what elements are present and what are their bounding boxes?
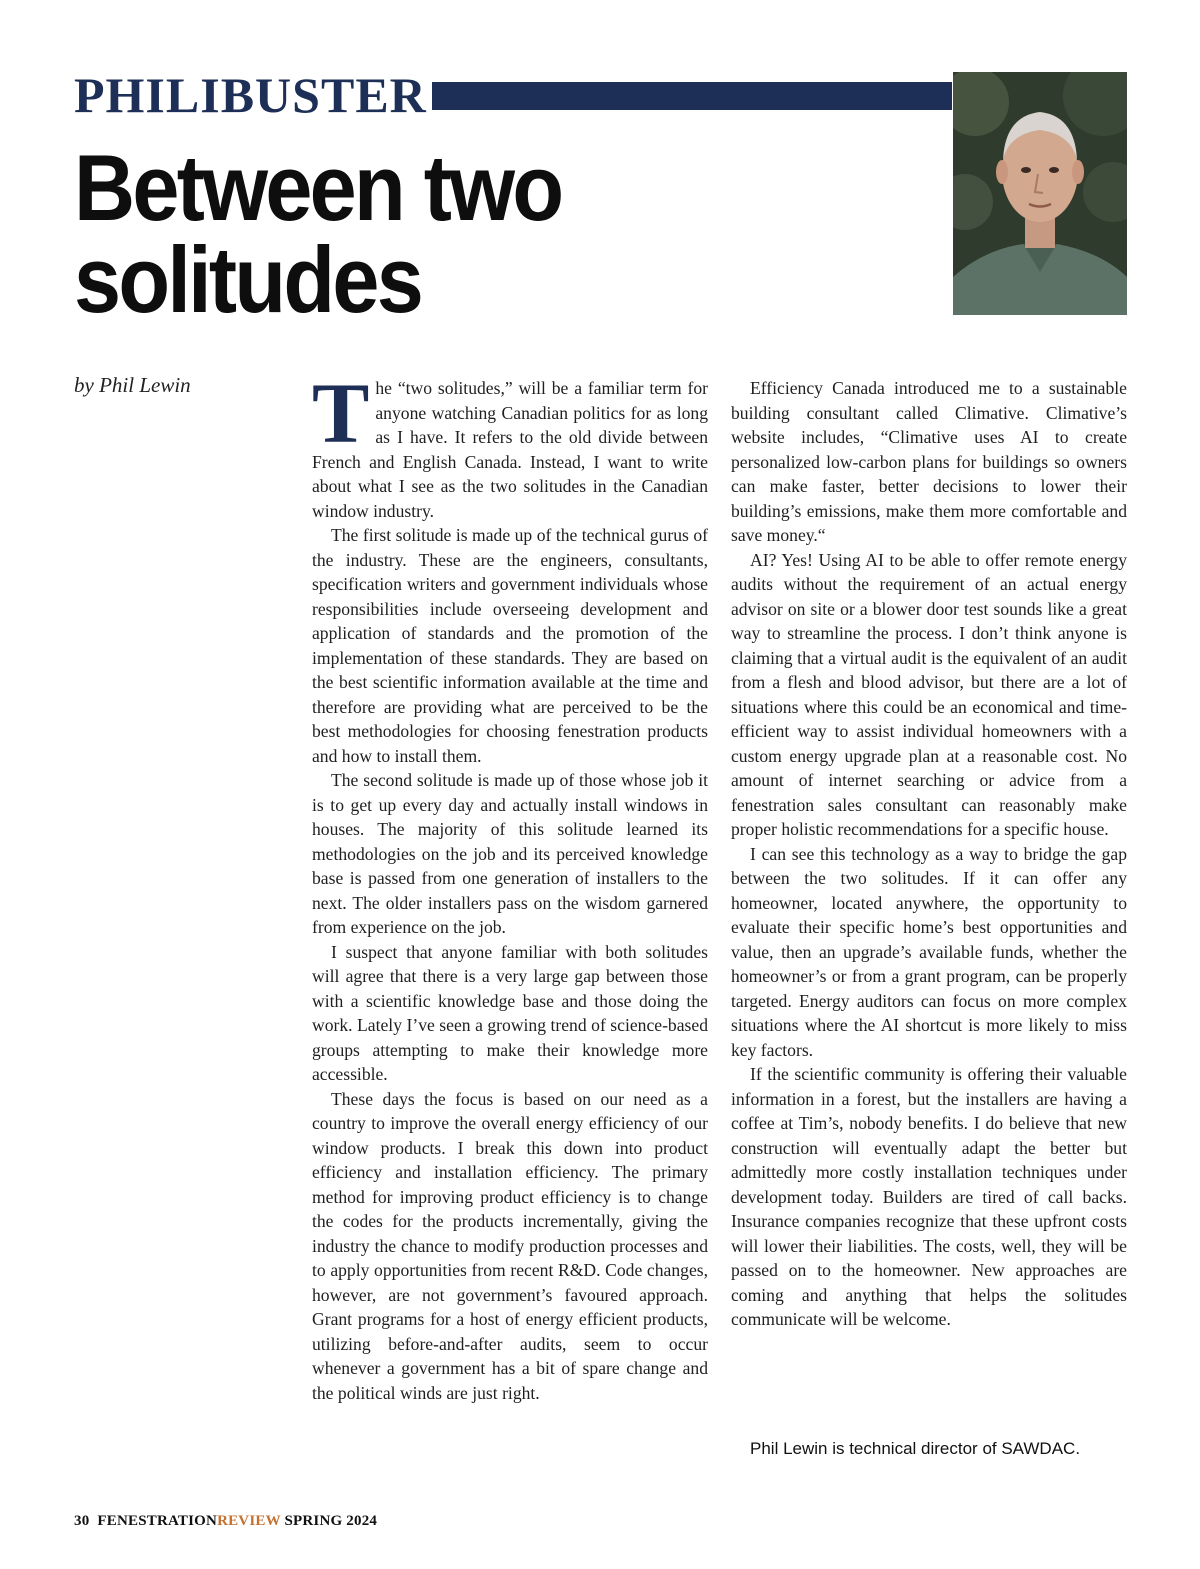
drop-cap: T	[312, 365, 370, 461]
paragraph: The first solitude is made up of the technical gurus of the industry. These are the engineers, consultants, specification writers and government individuals whose responsibilities include overseeing development and application of standards and the promotion of the implementation of these standards. They are based on the best scientific information available at the time and therefore are providing what are perceived to be the best methodologies for choosing fenestration products and how to install them.	[312, 525, 708, 766]
article-column-1	[312, 365, 708, 1405]
paragraph: If the scientific community is offering their valuable information in a forest, but the installers are having a coffee at Tim’s, nobody benefits. I do believe that new construction will eventually adapt the better but admittedly more costly installation techniques under development today. Builders are tired of call backs. Insurance companies recognize that these upfront costs will lower their liabilities. The costs, well, they will be passed on to the homeowner. New approaches are coming and anything that helps the solitudes communicate will be welcome.	[731, 1064, 1127, 1329]
paragraph: AI? Yes! Using AI to be able to offer remote energy audits without the requirement of an actual energy advisor on site or a blower door test sounds like a great way to streamline the process. I don’t think anyone is claiming that a virtual audit is the equivalent of an audit from a flesh and blood advisor, but there are a lot of situations where this could be an economical and time-efficient way to assist individual homeowners with a custom energy upgrade plan at a reasonable cost. No amount of internet searching or advice from a fenestration sales consultant can reasonably make proper holistic recommendations for a specific house.	[731, 549, 1127, 839]
headline-line-2: solitudes	[74, 227, 422, 332]
paragraph: I suspect that anyone familiar with both solitudes will agree that there is a very large gap between those with a scientific knowledge base and those doing the work. Lately I’ve seen a growing trend of science-based groups attempting to make their knowledge more accessible.	[312, 941, 708, 1084]
page-number: 30	[74, 1513, 90, 1529]
paragraph	[312, 365, 708, 523]
page-footer	[74, 1513, 377, 1530]
article-column-2	[731, 376, 1127, 1332]
magazine-name-accent: REVIEW	[217, 1513, 281, 1529]
portrait-illustration	[953, 72, 1127, 315]
author-bio: Phil Lewin is technical director of SAWDAC.	[750, 1439, 1081, 1458]
author-portrait-photo	[953, 72, 1127, 315]
article-headline	[74, 135, 722, 332]
paragraph: Efficiency Canada introduced me to a sustainable building consultant called Climative. Climative’s website includes, “Climative uses AI to create personalized low-carbon plans for buildings so owners can make faster, better decisions to lower their building’s emissions, make them more comfortable and save money.“	[731, 378, 1127, 545]
paragraph: These days the focus is based on our need as a country to improve the overall energy efficiency of our window products. I break this down into product efficiency and installation efficiency. The primary method for improving product efficiency is to change the codes for the products incrementally, giving the industry the chance to modify production processes and to apply opportunities from recent R&D. Code changes, however, are not government’s favoured approach. Grant programs for a host of energy efficient products, utilizing before-and-after audits, seem to occur whenever a government has a bit of spare change and the political winds are just right.	[312, 1088, 708, 1403]
paragraph: The second solitude is made up of those whose job it is to get up every day and actually install windows in houses. The majority of this solitude learned its methodologies on the job and its perceived knowledge base is passed from one generation of installers to the next. The older installers pass on the wisdom garnered from experience on the job.	[312, 770, 708, 937]
paragraph: I can see this technology as a way to bridge the gap between the two solitudes. If it can offer any homeowner, located anywhere, the opportunity to evaluate their specific home’s best opportunities and value, then an upgrade’s available funds, whether the homeowner’s or from a grant program, can be properly targeted. Energy auditors can focus on more complex situations where the AI shortcut is more likely to miss key factors.	[731, 843, 1127, 1060]
headline-line-1: Between two	[74, 135, 562, 240]
section-label: PHILIBUSTER	[74, 67, 427, 123]
byline: by Phil Lewin	[74, 373, 191, 397]
section-rule	[432, 82, 952, 110]
paragraph-text: he “two solitudes,” will be a familiar term for anyone watching Canadian politics for as long as I have. It refers to the old divide between French and English Canada. Instead, I want to write about what I see as the two solitudes in the Canadian window industry.	[312, 378, 708, 521]
magazine-name: FENESTRATION	[97, 1513, 218, 1529]
issue-date: SPRING 2024	[280, 1513, 378, 1529]
